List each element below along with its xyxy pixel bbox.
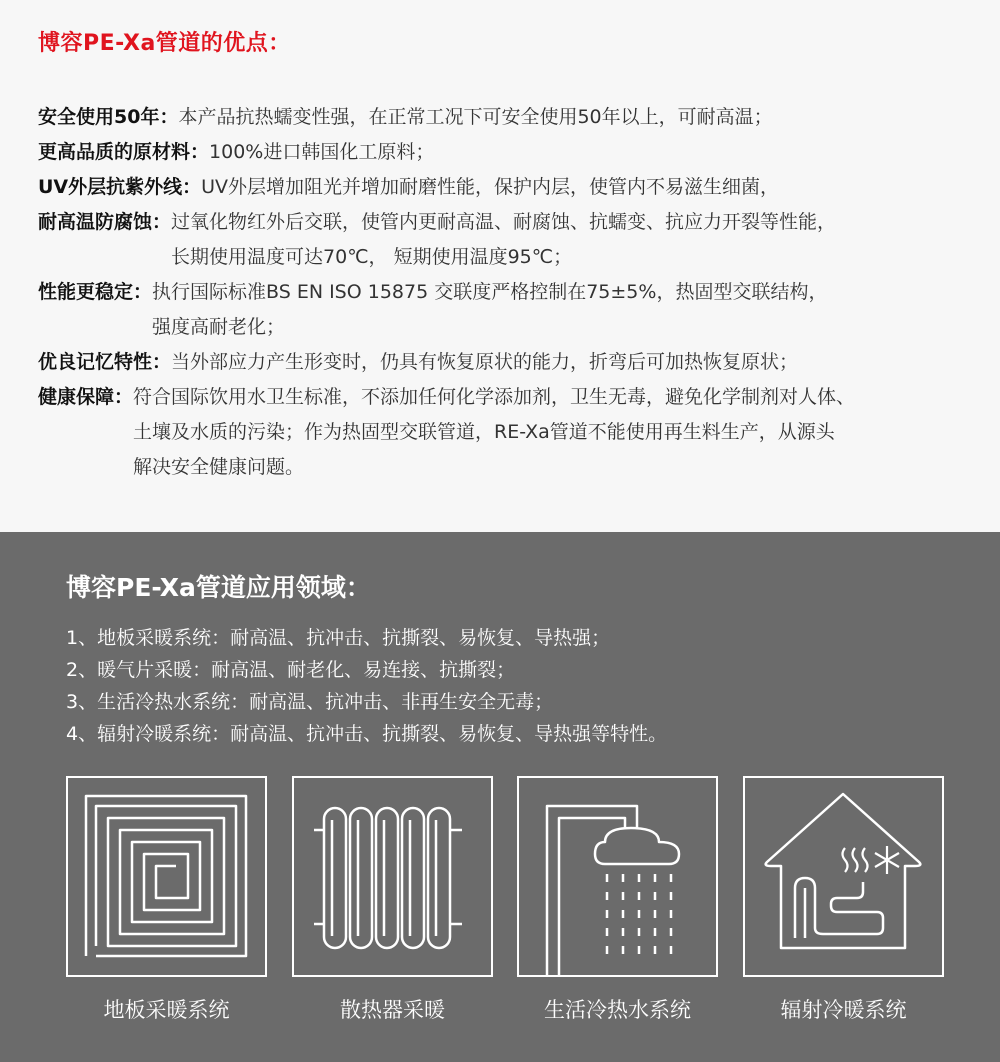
advantage-line: 解决安全健康问题。 xyxy=(133,456,305,478)
advantage-key: 优良记忆特性： xyxy=(38,351,172,373)
advantage-item xyxy=(38,275,988,345)
advantages-title: 博容PE-Xa管道的优点： xyxy=(38,31,291,56)
advantage-desc xyxy=(171,345,798,380)
advantage-desc xyxy=(171,205,836,275)
advantage-line: 土壤及水质的污染；作为热固型交联管道，RE-Xa管道不能使用再生料生产，从源头 xyxy=(133,421,835,443)
advantage-desc xyxy=(152,275,827,345)
radiator-card xyxy=(292,776,493,977)
advantage-item xyxy=(38,380,988,485)
advantage-key: UV外层抗紫外线： xyxy=(38,176,202,198)
floor-heating-label: 地板采暖系统 xyxy=(103,998,230,1022)
advantage-item xyxy=(38,205,988,275)
floor-heating-icon xyxy=(68,778,265,975)
shower-label: 生活冷热水系统 xyxy=(544,998,691,1022)
advantage-line: 过氧化物红外后交联，使管内更耐高温、耐腐蚀、抗蠕变、抗应力开裂等性能， xyxy=(171,211,837,233)
applications-title: 博容PE-Xa管道应用领域： xyxy=(66,573,371,602)
advantage-line: 本产品抗热蠕变性强，在正常工况下可安全使用50年以上，可耐高温； xyxy=(178,106,773,128)
application-item: 3、生活冷热水系统：耐高温、抗冲击、非再生安全无毒； xyxy=(66,691,554,713)
advantage-key: 健康保障： xyxy=(38,386,134,408)
advantage-desc xyxy=(209,135,434,170)
floor-heating-card xyxy=(66,776,267,977)
advantage-line: UV外层增加阻光并增加耐磨性能，保护内层，使管内不易滋生细菌， xyxy=(201,176,780,198)
radiator-label: 散热器采暖 xyxy=(340,998,445,1022)
advantage-desc xyxy=(178,100,772,135)
advantage-key: 更高品质的原材料： xyxy=(38,141,210,163)
advantage-line: 强度高耐老化； xyxy=(152,316,286,338)
advantage-line: 执行国际标准BS EN ISO 15875 交联度严格控制在75±5%，热固型交联结构， xyxy=(152,281,828,303)
advantages-list xyxy=(38,100,988,485)
applications-list xyxy=(66,622,667,750)
advantage-key: 耐高温防腐蚀： xyxy=(38,211,172,233)
house-climate-label: 辐射冷暖系统 xyxy=(780,998,907,1022)
advantage-line: 符合国际饮用水卫生标准，不添加任何化学添加剂，卫生无毒，避免化学制剂对人体、 xyxy=(133,386,856,408)
advantage-desc xyxy=(133,380,855,485)
advantage-line: 当外部应力产生形变时，仍具有恢复原状的能力，折弯后可加热恢复原状； xyxy=(171,351,799,373)
application-item: 2、暖气片采暖：耐高温、耐老化、易连接、抗撕裂； xyxy=(66,659,516,681)
advantage-line: 100%进口韩国化工原料； xyxy=(209,141,435,163)
application-item: 4、辐射冷暖系统：耐高温、抗冲击、抗撕裂、易恢复、导热强等特性。 xyxy=(66,723,668,745)
shower-icon xyxy=(519,778,716,975)
application-item: 1、地板采暖系统：耐高温、抗冲击、抗撕裂、易恢复、导热强； xyxy=(66,627,611,649)
advantage-line: 长期使用温度可达70℃， 短期使用温度95℃； xyxy=(171,246,573,268)
advantage-item xyxy=(38,100,988,135)
advantage-key: 性能更稳定： xyxy=(38,281,153,303)
advantage-desc xyxy=(201,170,779,205)
advantage-key: 安全使用50年： xyxy=(38,106,179,128)
advantage-item xyxy=(38,345,988,380)
advantage-item xyxy=(38,135,988,170)
application-icons xyxy=(66,776,946,1056)
advantage-item xyxy=(38,170,988,205)
applications-section xyxy=(0,532,1000,1062)
house-climate-card xyxy=(743,776,944,977)
shower-card xyxy=(517,776,718,977)
radiator-icon xyxy=(294,778,491,975)
house-climate-icon xyxy=(745,778,942,975)
